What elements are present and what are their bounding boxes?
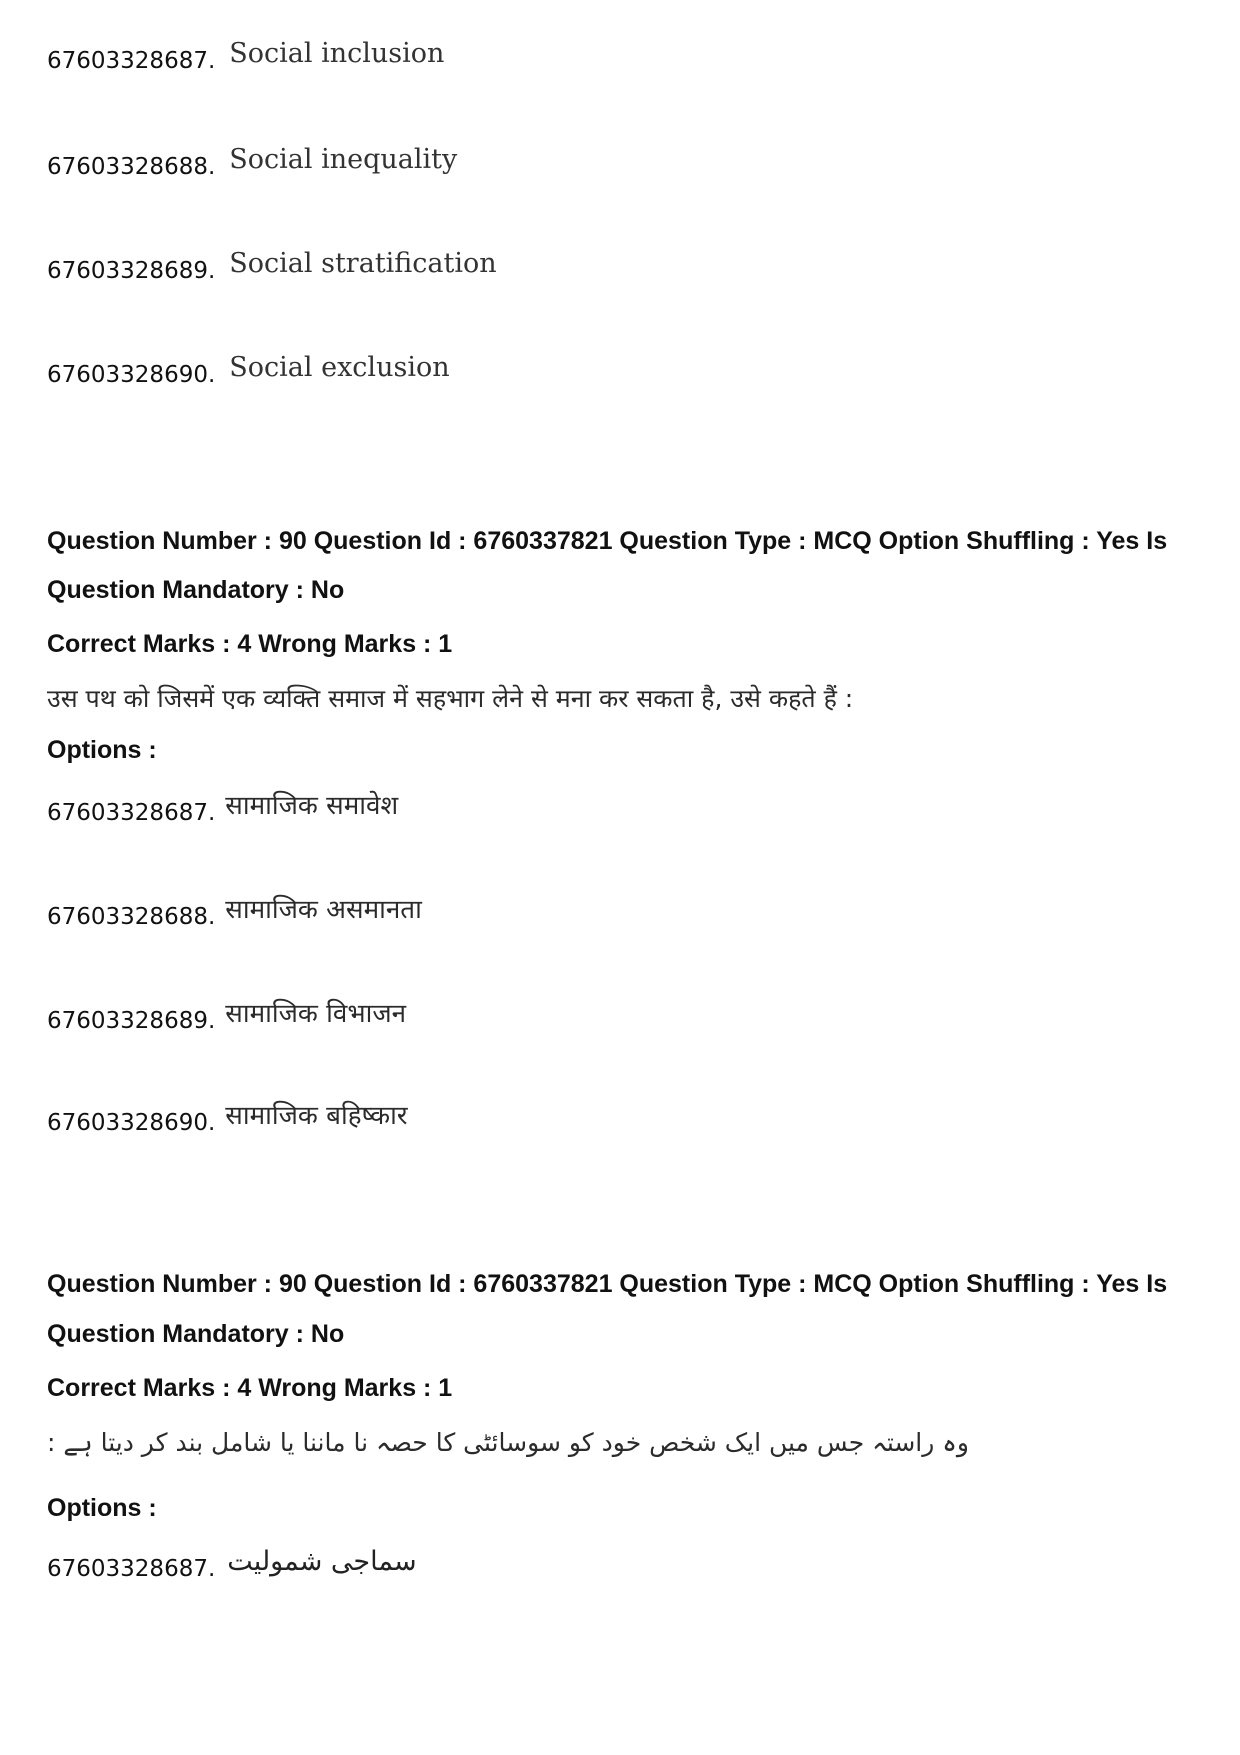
option-row [47, 1102, 408, 1138]
option-row [47, 792, 398, 828]
question-text: وہ راستہ جس میں ایک شخص خود کو سوسائٹی کا حصہ نا ماننا یا شامل بند کر دیتا ہے : [47, 1428, 969, 1457]
question-header: Question Number : 90 Question Id : 6760337821 Question Type : MCQ Option Shuffling : Yes Is [47, 1270, 1168, 1298]
question-header: Question Number : 90 Question Id : 6760337821 Question Type : MCQ Option Shuffling : Yes Is [47, 527, 1168, 555]
question-marks: Correct Marks : 4 Wrong Marks : 1 [47, 1374, 453, 1402]
question-marks: Correct Marks : 4 Wrong Marks : 1 [47, 630, 453, 658]
option-text: सामाजिक बहिष्कार [225, 1101, 408, 1131]
option-row [47, 352, 450, 389]
option-row [47, 896, 422, 932]
option-text: سماجی شمولیت [227, 1546, 417, 1577]
option-id: 67603328687. [47, 1556, 216, 1582]
option-id: 67603328688. [47, 904, 216, 930]
question-mandatory: Question Mandatory : No [47, 576, 345, 604]
option-text: Social stratification [229, 248, 497, 279]
option-id: 67603328687. [47, 800, 216, 826]
option-row [47, 1546, 417, 1583]
option-text: Social inequality [229, 144, 458, 175]
option-id: 67603328687. [47, 48, 216, 74]
option-id: 67603328690. [47, 1110, 216, 1136]
option-text: सामाजिक विभाजन [225, 999, 407, 1029]
option-id: 67603328690. [47, 362, 216, 388]
options-label: Options : [47, 1494, 157, 1522]
question-mandatory: Question Mandatory : No [47, 1320, 345, 1348]
option-id: 67603328689. [47, 1008, 216, 1034]
question-text: उस पथ को जिसमें एक व्यक्ति समाज में सहभाग लेने से मना कर सकता है, उसे कहते हैं : [47, 684, 854, 713]
option-text: Social exclusion [229, 352, 450, 383]
option-row [47, 248, 497, 285]
option-text: सामाजिक असमानता [225, 895, 422, 925]
option-row [47, 38, 445, 75]
option-row [47, 144, 458, 181]
option-id: 67603328688. [47, 154, 216, 180]
option-row [47, 1000, 406, 1036]
options-label: Options : [47, 736, 157, 764]
option-id: 67603328689. [47, 258, 216, 284]
option-text: सामाजिक समावेश [225, 791, 399, 821]
option-text: Social inclusion [229, 38, 445, 69]
